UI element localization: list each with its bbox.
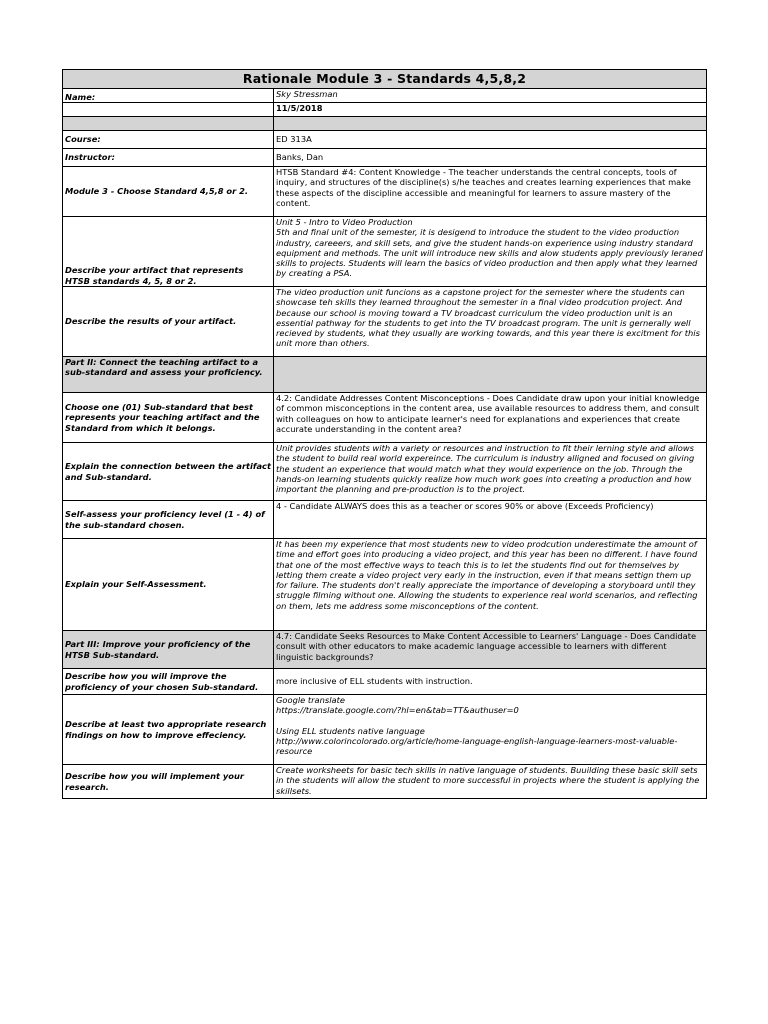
sheet-title: Rationale Module 3 - Standards 4,5,8,2: [63, 70, 707, 89]
explain-label: Explain your Self-Assessment.: [63, 539, 274, 631]
selfassess-label: Self-assess your proficiency level (1 - 4) of the sub-standard chosen.: [63, 501, 274, 539]
results-value: The video production unit funcions as a capstone project for the semester where the students can showcase teh skills they learned throughout the semester in a final video prodcution project. And because our school is moving toward a TV broadcast curriculum the video production unit is an essential pathway for the students to get into the TV broadcast program. The unit is gernerally well recieved by students, what they usually are working towards, and this year there is excitment for this unit more than others.: [274, 287, 707, 357]
artifact-label: Describe your artifact that represents HTSB standards 4, 5, 8 or 2.: [63, 217, 274, 287]
research-label: Describe at least two appropriate research findings on how to improve effeciency.: [63, 695, 274, 765]
results-label: Describe the results of your artifact.: [63, 287, 274, 357]
artifact-value: Unit 5 - Intro to Video Production 5th and final unit of the semester, it is desigend to introduce the student to the video production industry, careeers, and skill sets, and give the student hands-on experience using industry standard equipment and methods. The unit will introduce new skills and alow students apply previously leraned skills to projects. Students will learn the basics of video production and then apply what they learned by creating a PSA.: [274, 217, 707, 287]
connection-label: Explain the connection between the artifact and Sub-standard.: [63, 443, 274, 501]
part2-label: Part II: Connect the teaching artifact to a sub-standard and assess your proficiency.: [63, 357, 274, 393]
name-value: Sky Stressman: [274, 89, 707, 103]
implement-label: Describe how you will implement your research.: [63, 765, 274, 799]
research-value: Google translate https://translate.google.com/?hl=en&tab=TT&authuser=0 Using ELL students native language http://www.colorincolorado.org/article/home-language-english-language-learners-most-valuable-resource: [274, 695, 707, 765]
spacer-cell-left: [63, 117, 274, 131]
substandard-label: Choose one (01) Sub-standard that best represents your teaching artifact and the Standard from which it belongs.: [63, 393, 274, 443]
part3-label: Part III: Improve your proficiency of the HTSB Sub-standard.: [63, 631, 274, 669]
rationale-table: [62, 69, 707, 799]
course-label: Course:: [63, 131, 274, 149]
substandard-value: 4.2: Candidate Addresses Content Misconceptions - Does Candidate draw upon your initial knowledge of common misconceptions in the content area, use available resources to address them, and consult with colleagues on how to anticipate learner's need for explanations and experiences that create accurate understanding in the content area?: [274, 393, 707, 443]
date-label-cell: [63, 103, 274, 117]
part3-value: 4.7: Candidate Seeks Resources to Make Content Accessible to Learners' Language - Does Candidate consult with other educators to make academic language accessible to learners with different linguistic backgrounds?: [274, 631, 707, 669]
module-label: Module 3 - Choose Standard 4,5,8 or 2.: [63, 167, 274, 217]
improve-value: more inclusive of ELL students with instruction.: [274, 669, 707, 695]
module-value: HTSB Standard #4: Content Knowledge - The teacher understands the central concepts, tools of inquiry, and structures of the discipline(s) s/he teaches and creates learning experiences that make these aspects of the discipline accessible and meaningful for learners to assure mastery of the content.: [274, 167, 707, 217]
rationale-sheet: [62, 69, 706, 799]
implement-value: Create worksheets for basic tech skills in native language of students. Buuilding these basic skill sets in the students will allow the student to more successful in projects where the student is applying the skillsets.: [274, 765, 707, 799]
instructor-value: Banks, Dan: [274, 149, 707, 167]
instructor-label: Instructor:: [63, 149, 274, 167]
course-value: ED 313A: [274, 131, 707, 149]
spacer-cell-right: [274, 117, 707, 131]
connection-value: Unit provides students with a variety or resources and instruction to fit their lerning style and allows the student to build real world expereince. The curriculum is industry alligned and focused on giving the student an experience that would match what they would experience on the job. Through the hands-on learning students quickly realize how much work goes into creating a production and how important the planning and pre-production is to the project.: [274, 443, 707, 501]
selfassess-value: 4 - Candidate ALWAYS does this as a teacher or scores 90% or above (Exceeds Proficiency): [274, 501, 707, 539]
name-label: Name:: [63, 89, 274, 103]
part2-value-cell: [274, 357, 707, 393]
improve-label: Describe how you will improve the proficiency of your chosen Sub-standard.: [63, 669, 274, 695]
date-value: 11/5/2018: [274, 103, 707, 117]
explain-value: It has been my experience that most students new to video prodcution underestimate the amount of time and effort goes into producing a video project, and this year has been no different. I have found that one of the most effective ways to teach this is to let the students find out for themselves by letting them create a video project very early in the instruction, even if that means settign them up for failure. The students don't really appreciate the importance of developing a storyboard until they struggle filming without one. Allowing the students to experience real world scenarios, and reflecting on them, lets me address some misconceptions of the content.: [274, 539, 707, 631]
